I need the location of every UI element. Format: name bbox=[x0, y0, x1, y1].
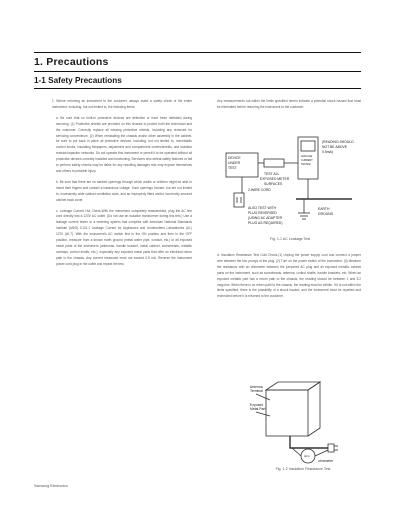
label-tester-2: CURRENT bbox=[301, 159, 313, 162]
outlet-plug bbox=[234, 193, 244, 207]
subsection-title: 1-1 Safety Precautions bbox=[34, 76, 122, 85]
cabinet-side bbox=[308, 382, 320, 436]
label-cord: 2-WIRE CORD bbox=[248, 188, 271, 192]
meter-face bbox=[301, 141, 315, 151]
figure1-caption: Fig. 1-1 AC Leakage Test bbox=[269, 237, 311, 241]
label-exposed-1: Exposed bbox=[250, 403, 264, 407]
label-test-all-1: TEST ALL bbox=[264, 172, 280, 176]
cabinet-top bbox=[266, 382, 320, 390]
title-rule bbox=[34, 71, 361, 72]
left-paragraph-4: c. Leakage Current Hot Check-With the instrument completely reassembled, plug the AC line cord directly into a 120V AC outlet. (Do not use an isolation transformer during this test.) Use a leakage current tester or a metering system that complies with American National Standards Institute (ANSI) C101.1 Leakage Current for Appliances and Underwriters Laboratories (UL) 1270 (40.7). With the instrument's AC switch first in the ON position and then in the OFF position, measure from a known earth ground (metal water pipe, conduit, etc.) to all exposed metal parts of the instrument (antennas, handle bracket, metal cabinet, screwheads, metallic overlays, control shafts, etc.), especially any exposed metal parts that offer an electrical return path to the chassis. Any current measured must not exceed 0.5 mA. Reverse the instrument power cord plug in the outlet and repeat the test. bbox=[56, 208, 192, 266]
label-test-all-3: SURFACES bbox=[264, 182, 283, 186]
label-also-1: ALSO TEST WITH bbox=[248, 206, 277, 210]
probe-body bbox=[264, 159, 284, 167]
label-ohmmeter: ohmmeter bbox=[318, 459, 334, 463]
label-tester-1: LEAKAGE bbox=[301, 155, 313, 158]
left-paragraph-1: 1. Before returning an instrument to the customer, always make a safety check of the entire instrument, including, but not limited to, the following items: bbox=[52, 99, 192, 109]
label-test-all-2: EXPOSED METER bbox=[260, 177, 290, 181]
page-footer: Samsung Electronics bbox=[34, 484, 68, 488]
left-paragraph-3: b. Be sure that there are no cabinet openings through which adults or children might be able to insert their fingers and contact a hazardous voltage. Such openings include, but are not limited to, excessively wide cabinet ventilation slots, and an improperly fitted and/or incorrectly secured cabinet back cover. bbox=[56, 179, 192, 202]
label-device-1: DEVICE bbox=[228, 156, 241, 160]
label-reading-3: 0.5mA) bbox=[322, 150, 333, 154]
label-antenna-2: Terminal bbox=[250, 389, 263, 393]
label-exposed-2: Metal Part bbox=[250, 407, 266, 411]
label-tester-3: TESTER bbox=[301, 163, 311, 166]
label-earth-2: GROUND bbox=[318, 212, 334, 216]
label-also-4: PLUG AS REQUIRED) bbox=[248, 221, 283, 225]
label-device-2: UNDER bbox=[228, 161, 241, 165]
label-antenna-1: Antenna bbox=[250, 385, 263, 389]
cabinet-front bbox=[266, 390, 308, 436]
left-paragraph-2: a. Be sure that no built-in protective devices are defective or have been defeated during servicing. (1) Protective shields are provided on this chassis to protect both the technician and the customer. Correctly replace all missing protective shields, including any removed for servicing convenience. (2) When reinstalling the chassis and/or other assembly in the cabinet, be sure to put back in place all protective devices, including, but not limited to, nonmetallic control knobs, insulating fishpapers, adjustment and compartment covers/shields, and isolation resistor/capacitor networks. Do not operate this instrument or permit it to be operated without all protective devices correctly installed and functioning. Servicers who defeat safety features or fail to perform safety checks may be liable for any resulting damages and may expose themselves and others to possible injury. bbox=[56, 115, 192, 173]
top-rule bbox=[34, 52, 361, 53]
ac-leakage-diagram bbox=[214, 133, 366, 235]
subtitle-rule bbox=[34, 88, 361, 89]
figure2-caption: Fig. 1-2 Insulation Resistance Test bbox=[275, 467, 331, 471]
right-column-top bbox=[217, 99, 361, 129]
label-reading-2: NOT BE ABOVE bbox=[322, 145, 347, 149]
right-column-middle bbox=[217, 253, 361, 371]
insulation-test-diagram bbox=[250, 378, 366, 466]
label-earth-1: EARTH bbox=[318, 207, 330, 211]
label-meter: ohm bbox=[304, 454, 310, 458]
label-also-3: (USING AC ADAPTER bbox=[248, 216, 283, 220]
right-paragraph-2: d. Insulation Resistance Test Cold Check-(1) Unplug the power supply cord and connect a jumper wire between the two prongs of the plug. (2) Turn on the power switch of the instrument. (3) Measure the resistance with an ohmmeter between the jumpered AC plug and all exposed metallic cabinet parts on the instrument, such as screwheads, antenna, control shafts, handle brackets, etc. When an exposed metallic part has a return path to the chassis, the reading should be between 1 and 5.2 megohm. When there is no return path to the chassis, the reading must be infinite. If it is not within the limits specified, there is the possibility of a shock hazard, and the instrument must be repaired and rechecked before it is returned to the customer. bbox=[217, 253, 361, 299]
label-also-2: PLUG REVERSED bbox=[248, 211, 277, 215]
left-column bbox=[52, 99, 192, 471]
label-device-3: TEST bbox=[228, 166, 237, 170]
section-title: 1. Precautions bbox=[34, 56, 109, 68]
right-paragraph-1: Any measurements not within the limits specified herein indicate a potential shock hazard that must be eliminated before returning the instrument to the customer. bbox=[217, 99, 361, 109]
label-reading-1: (READING SHOULD bbox=[322, 140, 354, 144]
